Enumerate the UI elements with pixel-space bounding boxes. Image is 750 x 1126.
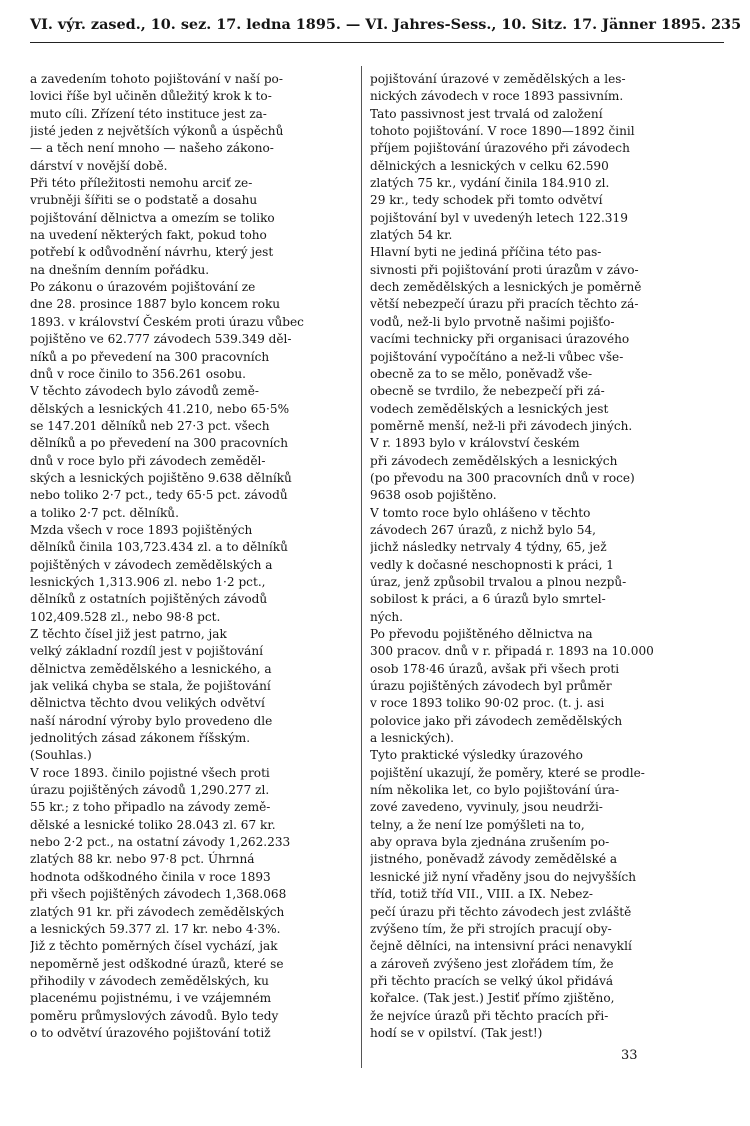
text-line: kořalce. (Tak jest.) Jestiť přímo zjištěno,: [370, 991, 615, 1006]
text-line: dnů v roce činilo to 356.261 osobu.: [30, 366, 246, 381]
text-line: lovici říše byl učiněn důležitý krok k to-: [30, 89, 272, 104]
text-line: a lesnických).: [370, 731, 455, 746]
text-line: poměrně menší, než-li při závodech jiných.: [370, 418, 633, 433]
text-line: příjem pojištování úrazového při závodech: [370, 141, 630, 156]
text-line: a toliko 2·7 pct. dělníků.: [30, 505, 179, 520]
text-line: úrazu pojištěných závodech byl průměr: [370, 679, 612, 694]
text-line: Z těchto čísel již jest patrno, jak: [30, 627, 227, 641]
text-line: jisté jeden z největších výkonů a úspěchů: [30, 124, 284, 139]
left-column: [30, 71, 362, 1042]
text-line: dech zemědělských a lesnických je poměrně: [370, 280, 642, 295]
text-line: nebo 2·2 pct., na ostatní závody 1,262.233: [30, 835, 291, 850]
text-line: Po zákonu o úrazovém pojištování ze: [30, 280, 256, 295]
text-line: o to odvětví úrazového pojištování totiž: [30, 1025, 271, 1040]
text-line: zlatých 75 kr., vydání činila 184.910 zl.: [370, 176, 610, 191]
text-line: tohoto pojištování. V roce 1890—1892 činil: [370, 124, 635, 139]
text-line: závodech 267 úrazů, z nichž bylo 54,: [370, 522, 597, 537]
text-line: jak veliká chyba se stala, že pojištování: [30, 679, 271, 694]
text-line: Po převodu pojištěného dělnictva na: [370, 627, 593, 641]
text-line: pojištěno ve 62.777 závodech 539.349 děl-: [30, 332, 292, 347]
text-line: vodech zemědělských a lesnických jest: [370, 401, 609, 416]
text-line: dnů v roce bylo při závodech zeměděl-: [30, 453, 266, 468]
text-line: 55 kr.; z toho připadlo na závody země-: [30, 800, 271, 815]
text-line: dělských a lesnických 41.210, nebo 65·5%: [30, 401, 290, 416]
text-line: a lesnických 59.377 zl. 17 kr. nebo 4·3%.: [30, 921, 281, 936]
text-line: potřebí k odůvodnění návrhu, který jest: [30, 245, 274, 260]
text-line: Mzda všech v roce 1893 pojištěných: [30, 522, 253, 537]
text-line: 300 pracov. dnů v r. připadá r. 1893 na 10.000: [370, 644, 654, 659]
text-line: polovice jako při závodech zemědělských: [370, 713, 623, 728]
text-line: nepoměrně jest odškodné úrazů, které se: [30, 956, 284, 971]
text-line: V těchto závodech bylo závodů země-: [30, 384, 260, 399]
text-line: tříd, totiž tříd VII., VIII. a IX. Nebez-: [370, 887, 593, 902]
text-line: osob 178·46 úrazů, avšak při všech proti: [370, 661, 620, 676]
text-line: obecně za to se mělo, poněvadž vše-: [370, 366, 593, 381]
text-line: Tato passivnost jest trvalá od založení: [370, 106, 603, 121]
text-line: velký základní rozdíl jest v pojištování: [30, 644, 264, 659]
text-line: jichž následky netrvaly 4 týdny, 65, jež: [370, 540, 607, 555]
text-line: V tomto roce bylo ohlášeno v těchto: [370, 505, 591, 520]
text-line: placenému pojistnému, i ve vzájemném: [30, 991, 272, 1006]
text-line: úraz, jenž způsobil trvalou a plnou nezpů-: [370, 574, 627, 589]
text-line: pojištování dělnictva a omezím se toliko: [30, 210, 275, 225]
running-header: VI. výr. zased., 10. sez. 17. ledna 1895. — VI. Jahres-Sess., 10. Sitz. 17. Jänner 1895. 235: [30, 16, 742, 33]
text-line: lesnické již nyní vřaděny jsou do nejvyšších: [370, 869, 637, 884]
text-line: pojištování byl v uvedenýh letech 122.319: [370, 210, 628, 225]
text-line: ním několika let, co bylo pojištování úra-: [370, 783, 620, 798]
text-line: níků a po převedení na 300 pracovních: [30, 349, 270, 364]
text-line: a zavedením tohoto pojištování v naší po-: [30, 72, 283, 86]
text-line: dělské a lesnické toliko 28.043 zl. 67 kr.: [30, 817, 276, 832]
text-line: hodí se v opilství. (Tak jest!): [370, 1025, 543, 1040]
text-line: pojištování vypočítáno a než-li vůbec vše-: [370, 349, 624, 364]
text-line: — a těch není mnoho — našeho zákono-: [30, 141, 274, 156]
text-line: zlatých 88 kr. nebo 97·8 pct. Úhrnná: [30, 852, 255, 867]
text-line: naší národní výroby bylo provedeno dle: [30, 713, 273, 728]
text-line: pojištění ukazují, že poměry, které se prodle-: [370, 765, 645, 780]
text-line: 9638 osob pojištěno.: [370, 488, 497, 503]
right-column: [370, 71, 702, 1042]
text-line: a zároveň zvýšeno jest zlořádem tím, že: [370, 956, 614, 971]
text-line: (po převodu na 300 pracovních dnů v roce): [370, 470, 635, 485]
text-line: jistného, poněvadž závody zemědělské a: [370, 852, 618, 867]
text-line: v roce 1893 toliko 90·02 proc. (t. j. asi: [370, 696, 605, 711]
text-line: vrubněji šířiti se o podstatě a dosahu: [30, 193, 258, 208]
text-line: Již z těchto poměrných čísel vychází, jak: [30, 939, 278, 954]
text-line: pojištování úrazové v zemědělských a les-: [370, 72, 626, 86]
text-line: jednolitých zásad zákonem říšským.: [30, 731, 251, 746]
text-line: V r. 1893 bylo v království českém: [370, 436, 580, 451]
text-line: vodů, než-li bylo prvotně našimi pojišťo-: [370, 314, 615, 329]
text-line: Tyto praktické výsledky úrazového: [370, 748, 583, 763]
folio-number: 33: [621, 1048, 638, 1063]
header-rule: [30, 42, 724, 43]
text-line: se 147.201 dělníků neb 27·3 pct. všech: [30, 418, 270, 433]
text-line: na dnešním denním pořádku.: [30, 262, 210, 277]
text-line: dělnických a lesnických v celku 62.590: [370, 158, 609, 173]
text-line: Hlavní byti ne jediná příčina této pas-: [370, 245, 602, 260]
text-line: nebo toliko 2·7 pct., tedy 65·5 pct. závodů: [30, 488, 288, 503]
text-line: lesnických 1,313.906 zl. nebo 1·2 pct.,: [30, 574, 266, 589]
text-line: (Souhlas.): [30, 748, 92, 763]
text-line: že nejvíce úrazů při těchto pracích při-: [370, 1008, 609, 1023]
text-line: přihodily v závodech zemědělských, ku: [30, 973, 269, 988]
text-line: zvýšeno tím, že při strojích pracují oby-: [370, 921, 612, 936]
text-line: Při této příležitosti nemohu arciť ze-: [30, 176, 253, 191]
text-line: 102,409.528 zl., nebo 98·8 pct.: [30, 609, 221, 624]
text-line: 29 kr., tedy schodek při tomto odvětví: [370, 193, 603, 208]
text-line: dne 28. prosince 1887 bylo koncem roku: [30, 297, 281, 312]
text-line: dělnictva zemědělského a lesnického, a: [30, 661, 272, 676]
text-line: ských a lesnických pojištěno 9.638 dělníků: [30, 470, 292, 485]
text-line: obecně se tvrdilo, že nebezpečí při zá-: [370, 384, 605, 399]
text-line: ných.: [370, 609, 404, 624]
text-line: při všech pojištěných závodech 1,368.068: [30, 887, 287, 902]
text-line: dělnictva těchto dvou velikých odvětví: [30, 696, 265, 711]
text-line: V roce 1893. činilo pojistné všech proti: [30, 765, 270, 780]
text-line: dělníků činila 103,723.434 zl. a to dělníků: [30, 540, 288, 555]
text-line: úrazu pojištěných závodů 1,290.277 zl.: [30, 783, 270, 798]
text-line: zlatých 91 kr. při závodech zemědělských: [30, 904, 285, 919]
text-line: vacími technicky při organisaci úrazového: [370, 332, 630, 347]
text-line: hodnota odškodného činila v roce 1893: [30, 869, 271, 884]
text-line: sivnosti při pojištování proti úrazům v závo-: [370, 262, 639, 277]
text-line: zlatých 54 kr.: [370, 228, 453, 243]
text-line: poměru průmyslových závodů. Bylo tedy: [30, 1008, 279, 1023]
text-line: zové zavedeno, vyvinuly, jsou neudrži-: [370, 800, 603, 815]
text-line: sobilost k práci, a 6 úrazů bylo smrtel-: [370, 592, 606, 607]
text-line: nických závodech v roce 1893 passivním.: [370, 89, 624, 104]
text-line: při těchto pracích se velký úkol přidává: [370, 973, 614, 988]
column-divider: [361, 66, 362, 1068]
text-line: dělníků a po převedení na 300 pracovních: [30, 436, 288, 451]
text-line: muto cíli. Zřízení této instituce jest za-: [30, 106, 267, 121]
text-line: na uvedení některých fakt, pokud toho: [30, 228, 267, 243]
text-line: pojištěných v závodech zemědělských a: [30, 557, 273, 572]
text-line: při závodech zemědělských a lesnických: [370, 453, 618, 468]
text-line: větší nebezpečí úrazu při pracích těchto zá-: [370, 297, 639, 312]
text-line: dělníků z ostatních pojištěných závodů: [30, 592, 268, 607]
text-line: aby oprava byla zjednána zrušením po-: [370, 835, 610, 850]
text-line: telny, a že není lze pomýšleti na to,: [370, 817, 585, 832]
text-line: vedly k dočasné neschopnosti k práci, 1: [370, 557, 614, 572]
text-line: 1893. v království Českém proti úrazu vůbec: [30, 314, 304, 329]
text-line: čejně dělníci, na intensivní práci nenavyklí: [370, 939, 632, 954]
text-line: dárství v novější době.: [30, 158, 168, 173]
text-line: pečí úrazu při těchto závodech jest zvláště: [370, 904, 632, 919]
